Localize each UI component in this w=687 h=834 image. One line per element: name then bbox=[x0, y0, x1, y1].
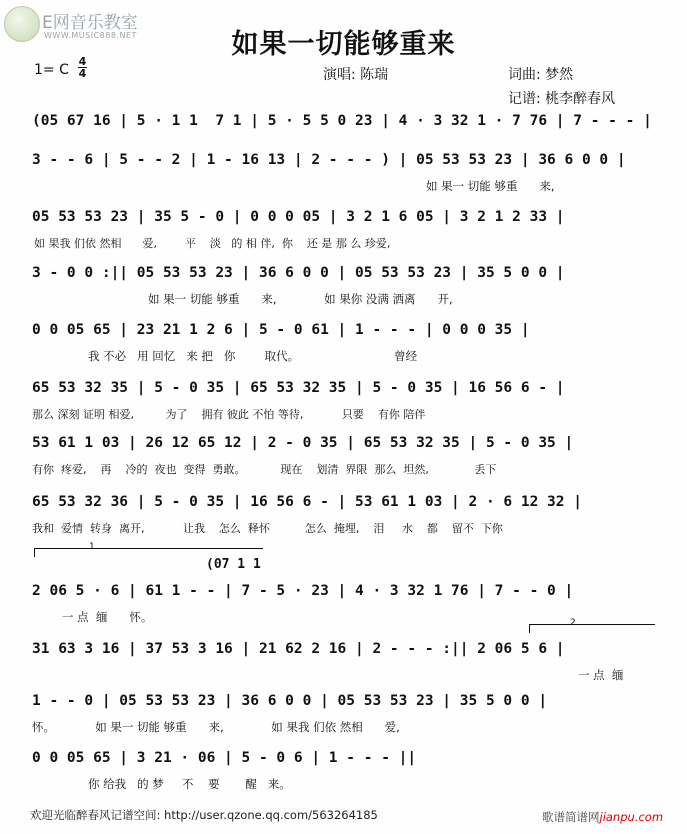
lyrics-line: 一 点 缅 怀。 bbox=[62, 610, 153, 624]
footer-credit: 欢迎光临醉春风记谱空间: http://user.qzone.qq.com/563264185 bbox=[30, 808, 378, 822]
song-title: 如果一切能够重来 bbox=[231, 29, 456, 60]
notation-line: (05 67 16 | 5 · 1 1 7 1 | 5 · 5 5 0 23 | 4 · 3 32 1 · 7 76 | 7 - - - | bbox=[32, 113, 652, 129]
footer-site-name: 歌谱简谱网 bbox=[542, 810, 600, 824]
site-name: E网音乐教室 bbox=[42, 13, 138, 33]
lyrics-line: 有你 疼爱, 再 冷的 夜也 变得 勇敢。 现在 划清 界限 那么 坦然, 丢下 bbox=[32, 463, 497, 476]
notation-line: 3 - - 6 | 5 - - 2 | 1 - 16 13 | 2 - - - ) | 05 53 53 23 | 36 6 0 0 | bbox=[32, 152, 626, 168]
volta-label: 1 bbox=[89, 542, 95, 552]
footer-watermark bbox=[542, 809, 663, 825]
notation-line: 05 53 53 23 | 35 5 - 0 | 0 0 0 05 | 3 2 1 6 05 | 3 2 1 2 33 | bbox=[32, 209, 565, 225]
notation-line: 31 63 3 16 | 37 53 3 16 | 21 62 2 16 | 2 - - - :|| 2 06 5 6 | bbox=[32, 641, 565, 657]
notation-line: 0 0 05 65 | 3 21 · 06 | 5 - 0 6 | 1 - - - || bbox=[32, 750, 417, 766]
lyrics-line: 我 不必 用 回忆 来 把 你 取代。 曾经 bbox=[88, 349, 418, 363]
volta-label: 2 bbox=[570, 618, 576, 628]
volta-bracket-2 bbox=[529, 618, 655, 633]
composer: 词曲: 梦然 bbox=[508, 67, 574, 83]
notation-line: 3 - 0 0 :|| 05 53 53 23 | 36 6 0 0 | 05 53 53 23 | 35 5 0 0 | bbox=[32, 265, 565, 281]
footer-site-url: jianpu.com bbox=[599, 810, 664, 824]
lyrics-line: 怀。 如 果一 切能 够重 来, 如 果我 们依 然相 爱, bbox=[32, 720, 400, 734]
notation-line: 0 0 05 65 | 23 21 1 2 6 | 5 - 0 61 | 1 - - - | 0 0 0 35 | bbox=[32, 322, 530, 338]
volta-bracket-1 bbox=[34, 542, 263, 557]
key-signature: 1= C bbox=[34, 62, 69, 78]
lyrics-line: 你 给我 的 梦 不 要 醒 来。 bbox=[88, 777, 291, 791]
time-signature-bottom: 4 bbox=[78, 67, 87, 80]
interlude-marker: (07 1 1 bbox=[206, 557, 261, 572]
lyrics-line: 那么 深刻 证明 相爱, 为了 拥有 彼此 不怕 等待, 只要 有你 陪伴 bbox=[32, 408, 426, 421]
notation-line: 65 53 32 35 | 5 - 0 35 | 65 53 32 35 | 5 - 0 35 | 16 56 6 - | bbox=[32, 380, 565, 396]
time-signature-top: 4 bbox=[78, 55, 87, 68]
notator: 记谱: 桃李醉春风 bbox=[508, 91, 616, 107]
time-signature bbox=[78, 56, 87, 79]
lyrics-line: 如 果一 切能 够重 来, 如 果你 没满 洒离 开, bbox=[148, 292, 453, 306]
notation-line: 1 - - 0 | 05 53 53 23 | 36 6 0 0 | 05 53 53 23 | 35 5 0 0 | bbox=[32, 693, 548, 709]
site-url: WWW.MUSIC888.NET bbox=[44, 31, 137, 40]
lyrics-line: 我和 爱情 转身 离开, 让我 怎么 释怀 怎么 掩埋, 泪 水 都 留不 下你 bbox=[32, 522, 503, 535]
notation-line: 65 53 32 36 | 5 - 0 35 | 16 56 6 - | 53 61 1 03 | 2 · 6 12 32 | bbox=[32, 494, 582, 510]
notation-line: 53 61 1 03 | 26 12 65 12 | 2 - 0 35 | 65 53 32 35 | 5 - 0 35 | bbox=[32, 435, 574, 451]
singer: 演唱: 陈瑞 bbox=[323, 67, 389, 83]
lyrics-line: 一 点 缅 bbox=[578, 668, 624, 682]
lyrics-line: 如 果一 切能 够重 来, bbox=[426, 179, 606, 193]
lyrics-line: 如 果我 们依 然相 爱, 平 淡 的 相 伴, 你 还 是 那 么 珍爱, bbox=[34, 237, 391, 250]
notation-line: 2 06 5 · 6 | 61 1 - - | 7 - 5 · 23 | 4 · 3 32 1 76 | 7 - - 0 | bbox=[32, 583, 574, 599]
